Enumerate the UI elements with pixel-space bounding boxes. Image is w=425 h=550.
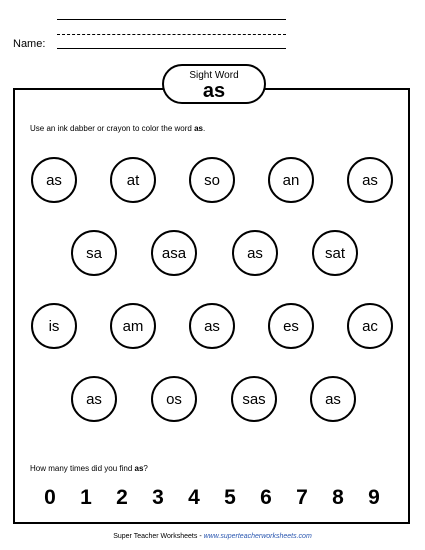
number-choice-0[interactable]: 0 [44,486,56,509]
name-writing-line-dashed [57,34,286,35]
word-bubble[interactable]: as [31,157,77,203]
word-bubble[interactable]: os [151,376,197,422]
word-bubble[interactable]: so [189,157,235,203]
number-choice-3[interactable]: 3 [152,486,164,509]
word-bubble[interactable]: asa [151,230,197,276]
number-choice-4[interactable]: 4 [188,486,200,509]
footer-separator: - [197,533,204,540]
word-bubble[interactable]: at [110,157,156,203]
number-choice-6[interactable]: 6 [260,486,272,509]
question-suffix: ? [143,464,148,473]
number-choice-7[interactable]: 7 [296,486,308,509]
footer-url-link[interactable]: www.superteacherworksheets.com [203,533,312,540]
word-bubble[interactable]: an [268,157,314,203]
number-choice-5[interactable]: 5 [224,486,236,509]
question-prefix: How many times did you find [30,464,135,473]
name-label: Name: [13,38,46,50]
sight-word-badge [162,64,266,104]
instruction-target-word: as [194,124,203,133]
word-bubble[interactable]: as [347,157,393,203]
sight-word: as [202,80,226,102]
footer [0,532,425,541]
footer-site-name: Super Teacher Worksheets [113,533,198,540]
number-choice-1[interactable]: 1 [80,486,92,509]
word-bubble[interactable]: ac [347,303,393,349]
word-bubble[interactable]: as [310,376,356,422]
word-bubble[interactable]: am [110,303,156,349]
number-choice-8[interactable]: 8 [332,486,344,509]
word-bubble[interactable]: sa [71,230,117,276]
instruction-prefix: Use an ink dabber or crayon to color the word [30,124,195,133]
count-question [30,464,148,474]
sight-word-label: Sight Word [189,70,239,81]
question-target-word: as [134,464,144,473]
number-choice-2[interactable]: 2 [116,486,128,509]
instruction-suffix: . [203,124,206,133]
word-bubble[interactable]: es [268,303,314,349]
name-writing-line-top [57,19,286,20]
instruction-text [30,124,205,134]
name-input-line[interactable] [57,48,286,49]
word-bubble[interactable]: is [31,303,77,349]
word-bubble[interactable]: sas [231,376,277,422]
word-bubble[interactable]: as [232,230,278,276]
word-bubble[interactable]: as [71,376,117,422]
number-choice-9[interactable]: 9 [368,486,380,509]
word-bubble[interactable]: sat [312,230,358,276]
word-bubble[interactable]: as [189,303,235,349]
